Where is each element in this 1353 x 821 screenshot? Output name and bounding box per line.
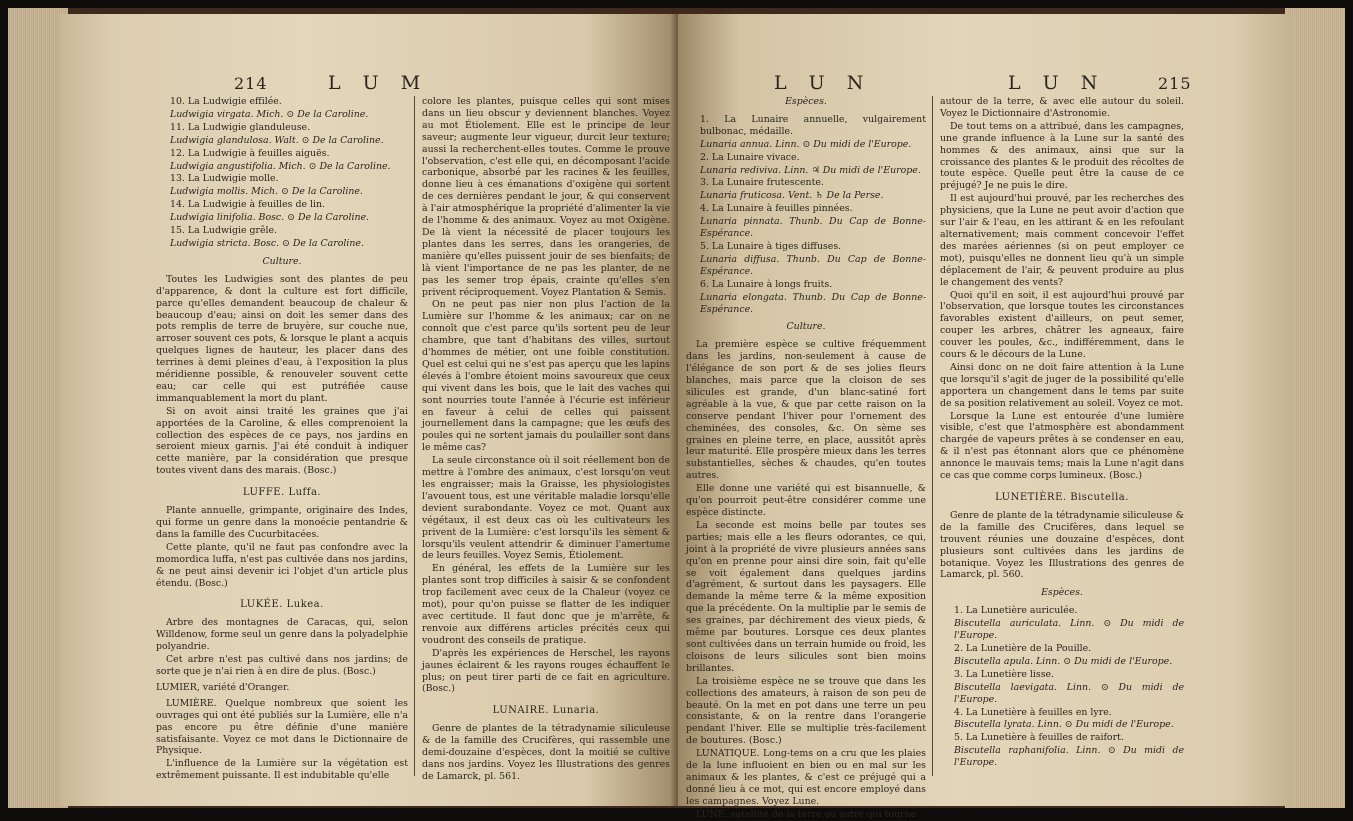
article-title: LUNETIÈRE. Biscutella. [995, 492, 1129, 503]
paragraph: colore les plantes, puisque celles qui sont mises dans un lieu obscur y deviennent blanches. Voyez au mot Étiolement. Elle est le principe de leur saveur; augmente leur vigueur, durcit leur texture; aussi la recherchent-elles toutes. Comme le prouve l'observation, c'est elle qui, en décomposant l'acide carbonique, absorbé par les racines & les feuilles, donne lieu à ces émanations d'oxigène qui sortent de ces dernières pendant le jour, & qui conservent à l'air atmosphérique la propriété d'alimenter la vie de l'homme & des animaux. Voyez au mot Oxigène. De là vient la nécessité de placer toujours les plantes dans les serres, dans les orangeries, de manière qu'elles puissent jouir de ses bienfaits; de là vient l'importance de ne pas les planter, de ne pas les semer trop épais, crainte qu'elles s'en privent réciproquement. Voyez Plantation & Semis. [422, 96, 670, 298]
entry: 4. La Lunetière à feuilles en lyre. [954, 706, 1112, 718]
entry: 2. La Lunaire vivace. [700, 151, 800, 163]
entry: 11. La Ludwigie glanduleuse. [170, 121, 311, 133]
entry: Biscutella raphanifolia. Linn. ⊙ Du midi de l'Europe. [954, 745, 1184, 769]
section-title: Culture. [262, 255, 302, 267]
paragraph: Ainsi donc on ne doit faire attention à la Lune que lorsqu'il s'agit de juger de la possibilité qu'elle apportera un changement dans le tems par suite de sa position relativement au soleil. Voyez ce mot. [940, 361, 1184, 409]
paragraph: Cet arbre n'est pas cultivé dans nos jardins; de sorte que je n'ai rien à en dire de plus. (Bosc.) [156, 654, 408, 677]
paragraph: Plante annuelle, grimpante, originaire des Indes, qui forme un genre dans la monoécie pentandrie & dans la famille des Cucurbitacées. [156, 505, 408, 540]
running-header-right-2: L U N [1008, 72, 1106, 94]
entry: Lunaria rediviva. Linn. ♃ Du midi de l'Europe. [700, 164, 921, 176]
paragraph: LUNATIQUE. Long-tems on a cru que les plaies de la lune influoient en bien ou en mal sur les animaux & les plantes, & c'est ce préjugé qui a donné lieu à ce mot, qui est encore employé dans les campagnes. Voyez Lune. [686, 748, 926, 807]
entry: 1. La Lunetière auriculée. [954, 605, 1078, 617]
entry: Biscutella laevigata. Linn. ⊙ Du midi de l'Europe. [954, 681, 1184, 705]
paragraph: La seule circonstance où il soit réellement bon de mettre à l'ombre des animaux, c'est lorsqu'on veut les engraisser; mais la Graisse, les physiologistes l'avouent tous, est une véritable maladie lorsqu'elle devient surabondante. Voyez ce mot. Quant aux végétaux, il est deux cas où les cultivateurs les privent de la Lumière: c'est lorsqu'ils les sèment & lorsqu'ils veulent attendrir & diminuer l'amertume de leurs feuilles. Voyez Semis, Étiolement. [422, 455, 670, 562]
page-edges-right [1285, 8, 1345, 808]
left-page [60, 14, 678, 806]
paragraph: En général, les effets de la Lumière sur les plantes sont trop difficiles à saisir & se confondent trop facilement avec ceux de la Chaleur (voyez ce mot), pour qu'on puisse se flatter de les indiquer avec certitude. Il faut donc que je m'arrête, & renvoie aux différens articles précités ceux qui voudront des conseils de pratique. [422, 563, 670, 646]
left-column-2 [422, 96, 670, 801]
page-edges-left [8, 8, 68, 808]
page-number-right: 215 [1158, 74, 1192, 93]
paragraph: Toutes les Ludwigies sont des plantes de peu d'apparence, & dont la culture est fort difficile, parce qu'elles demandent beaucoup de chaleur & beaucoup d'eau; ainsi on doit les semer dans des pots remplis de terre de bruyère, sur couche nue, arroser souvent ces pots, & lorsque le plant a acquis quelques lignes de hauteur, les placer dans des terrines à demi pleines d'eau, à l'exposition la plus méridienne possible, & renouveler souvent cette eau; car celle qui est putréfiée cause immanquablement la mort du plant. [156, 273, 408, 404]
running-header-right-1: L U N [774, 72, 872, 94]
column-divider [414, 96, 415, 776]
entry: Biscutella apula. Linn. ⊙ Du midi de l'Europe. [954, 655, 1173, 667]
entry: Ludwigia virgata. Mich. ⊙ De la Caroline. [170, 108, 369, 120]
section-title: Espèces. [785, 96, 827, 107]
entry: 15. La Ludwigie grêle. [170, 225, 278, 237]
paragraph: La seconde est moins belle par toutes ses parties; mais elle a les fleurs odorantes, ce qui, joint à la propriété de vivre plusieurs années sans qu'on en prenne pour ainsi dire soin, fait qu'elle se voit également dans quelques jardins d'agrément, & surtout dans les paysagers. Elle demande la même terre & la même exposition que la précédente. On la multiplie par le semis de ses graines, par déchirement des vieux pieds, & même par boutures. Lorsque ces deux plantes sont cultivées dans un terrain humide ou froid, les cloisons de leurs silicules sont bien moins brillantes. [686, 519, 926, 674]
entry: 2. La Lunetière de la Pouille. [954, 642, 1092, 654]
paragraph: De tout tems on a attribué, dans les campagnes, une grande influence à la Lune sur la santé des hommes & des animaux, ainsi que sur la croissance des plantes & le produit des récoltes de toute espèce. Quelle peut être la cause de ce préjugé? Je ne puis le dire. [940, 120, 1184, 192]
article-title: LUKÉE. Lukea. [240, 599, 324, 611]
article-title: LUMIER, variété d'Oranger. [156, 681, 290, 693]
entry: 5. La Lunaire à tiges diffuses. [700, 240, 842, 252]
section-title: Culture. [786, 321, 826, 333]
paragraph: La première espèce se cultive fréquemment dans les jardins, non-seulement à cause de l'élégance de son port & de ses jolies fleurs blanches, mais parce que la cloison de ses silicules est grande, d'un blanc-satiné fort agréable à la vue, & que par cette raison on la conserve pendant l'hiver pour l'ornement des cheminées, des consoles, &c. On sème ses graines en pleine terre, en place, aussitôt après leur maturité. Elle prospère mieux dans les terres substantielles, sèches & chaudes, qu'en toutes autres. [686, 339, 926, 482]
open-book [8, 8, 1345, 820]
paragraph: Lorsque la Lune est entourée d'une lumière visible, c'est que l'atmosphère est abondamment chargée de vapeurs prêtes à se condenser en eau, & il n'est pas étonnant alors que ce phénomène annonce le mauvais tems; mais la Lune n'agit dans ce cas que comme corps lumineux. (Bosc.) [940, 410, 1184, 482]
paragraph: autour de la terre, & avec elle autour du soleil. Voyez le Dictionnaire d'Astronomie. [940, 96, 1184, 119]
paragraph: La troisième espèce ne se trouve que dans les collections des amateurs, à raison de son peu de beauté. On la met en pot dans une terre un peu consistante, & on la rentre dans l'orangerie pendant l'hiver. Elle se multiplie très-facilement de boutures. (Bosc.) [686, 675, 926, 747]
entry: 13. La Ludwigie molle. [170, 173, 279, 185]
entry: Lunaria diffusa. Thunb. Du Cap de Bonne-Espérance. [700, 253, 926, 277]
paragraph: Elle donne une variété qui est bisannuelle, & qu'on pourroit peut-être considérer comme une espèce distincte. [686, 483, 926, 518]
entry: Lunaria elongata. Thunb. Du Cap de Bonne-Espérance. [700, 291, 926, 315]
article-title: LUNAIRE. Lunaria. [492, 705, 600, 717]
entry: Ludwigia linifolia. Bosc. ⊙ De la Caroline. [170, 212, 370, 224]
entry: Ludwigia mollis. Mich. ⊙ De la Caroline. [170, 186, 363, 198]
entry: 10. La Ludwigie effilée. [170, 96, 282, 107]
paragraph: Genre de plantes de la tétradynamie siliculeuse & de la famille des Crucifères, qui rassemble une demi-douzaine d'espèces, dont la moitié se cultive dans nos jardins. Voyez les Illustrations des genres de Lamarck, pl. 561. [422, 723, 670, 782]
entry: 12. La Ludwigie à feuilles aiguës. [170, 147, 330, 159]
entry: Biscutella lyrata. Linn. ⊙ Du midi de l'Europe. [954, 719, 1174, 731]
paragraph: LUMIÈRE. Quelque nombreux que soient les ouvrages qui ont été publiés sur la Lumière, elle n'a pas encore pu être définie d'une manière satisfaisante. Voyez ce mot dans le Dictionnaire de Physique. [156, 697, 408, 757]
entry: Ludwigia angustifolia. Mich. ⊙ De la Caroline. [170, 160, 391, 172]
entry: 3. La Lunaire frutescente. [700, 177, 824, 189]
entry: Ludwigia stricta. Bosc. ⊙ De la Caroline. [170, 237, 364, 249]
entry: Biscutella auriculata. Linn. ⊙ Du midi de l'Europe. [954, 618, 1184, 642]
paragraph: Genre de plante de la tétradynamie siliculeuse & de la famille des Crucifères, dans lequel se trouvent réunies une douzaine d'espèces, dont plusieurs sont cultivées dans les jardins de botanique. Voyez les Illustrations des genres de Lamarck, pl. 560. [940, 509, 1184, 581]
entry: 6. La Lunaire à longs fruits. [700, 278, 833, 290]
entry: Lunaria annua. Linn. ⊙ Du midi de l'Europe. [700, 138, 912, 150]
paragraph: Cette plante, qu'il ne faut pas confondre avec la momordica luffa, n'est pas cultivée dans nos jardins, & ne peut ainsi devenir ici l'objet d'un article plus étendu. (Bosc.) [156, 541, 408, 589]
paragraph: Il est aujourd'hui prouvé, par les recherches des physiciens, que la Lune ne peut avoir d'action que sur l'air & l'eau, en les attirant & en les refoulant alternativement; mais comment concevoir l'effet des marées aériennes (si on peut employer ce mot), puisqu'elles ne donnent lieu qu'à un simple déplacement de l'air, & peuvent produire au plus le changement des vents? [940, 193, 1184, 288]
entry: 1. La Lunaire annuelle, vulgairement bulbonac, médaille. [700, 113, 926, 137]
running-header-left: L U M [328, 72, 429, 94]
entry: Lunaria fruticosa. Vent. ♄ De la Perse. [700, 190, 884, 202]
entry: 4. La Lunaire à feuilles pinnées. [700, 203, 853, 215]
paragraph: On ne peut pas nier non plus l'action de la Lumière sur l'homme & les animaux; car on ne connoît que c'est parce qu'ils sortent peu de leur chambre, que tant d'habitans des villes, surtout d'hommes de métier, ont une foible constitution. Quel est celui qui ne s'est pas aperçu que les lapins élevés à l'ombre étoient moins savoureux que ceux qui vivent dans les bois, que le lait des vaches qui sont nourries toute l'année à l'écurie est inférieur en faveur à celui de celles qui paissent journellement dans la campagne; que les œufs des poules qui ne sortent jamais du poulailler sont dans le même cas? [422, 299, 670, 454]
paragraph: Si on avoit ainsi traité les graines que j'ai apportées de la Caroline, & elles comprenoient la collection des espèces de ce pays, nos jardins en seroient mieux garnis. J'ai été conduit à indiquer cette manière, par la considération que presque toutes vivent dans des marais. (Bosc.) [156, 405, 408, 477]
article-title: LUFFE. Luffa. [242, 487, 322, 499]
left-column-1 [156, 96, 408, 801]
right-column-2 [940, 96, 1184, 801]
entry: Lunaria pinnata. Thunb. Du Cap de Bonne-Espérance. [700, 216, 926, 240]
paragraph: Quoi qu'il en soit, il est aujourd'hui prouvé par l'observation, que lorsque toutes les circonstances favorables existent d'ailleurs, on peut semer, couper les arbres, châtrer les agneaux, faire couver les poules, &c., indifféremment, dans le cours & le décours de la Lune. [940, 289, 1184, 361]
page-number-left: 214 [234, 74, 268, 93]
right-page [678, 14, 1293, 820]
paragraph: Arbre des montagnes de Caracas, qui, selon Willdenow, forme seul un genre dans la polyadelphie polyandrie. [156, 617, 408, 653]
entry: 5. La Lunetière à feuilles de raifort. [954, 732, 1124, 744]
paragraph: LUNE: satellite de la terre ou astre qui tourne [696, 808, 917, 820]
column-divider [932, 96, 933, 776]
paragraph: D'après les expériences de Herschel, les rayons jaunes éclairent & les rayons rouges échauffent le plus; on peut tirer parti de ce fait en agriculture. (Bosc.) [422, 647, 670, 695]
entry: Ludwigia glandulosa. Walt. ⊙ De la Caroline. [170, 134, 384, 146]
entry: 14. La Ludwigie à feuilles de lin. [170, 199, 326, 211]
paragraph: L'influence de la Lumière sur la végétation est extrêmement puissante. Il est indubitable qu'elle [156, 758, 408, 782]
section-title: Espèces. [1041, 587, 1083, 599]
right-column-1 [686, 96, 926, 820]
entry: 3. La Lunetière lisse. [954, 668, 1055, 680]
